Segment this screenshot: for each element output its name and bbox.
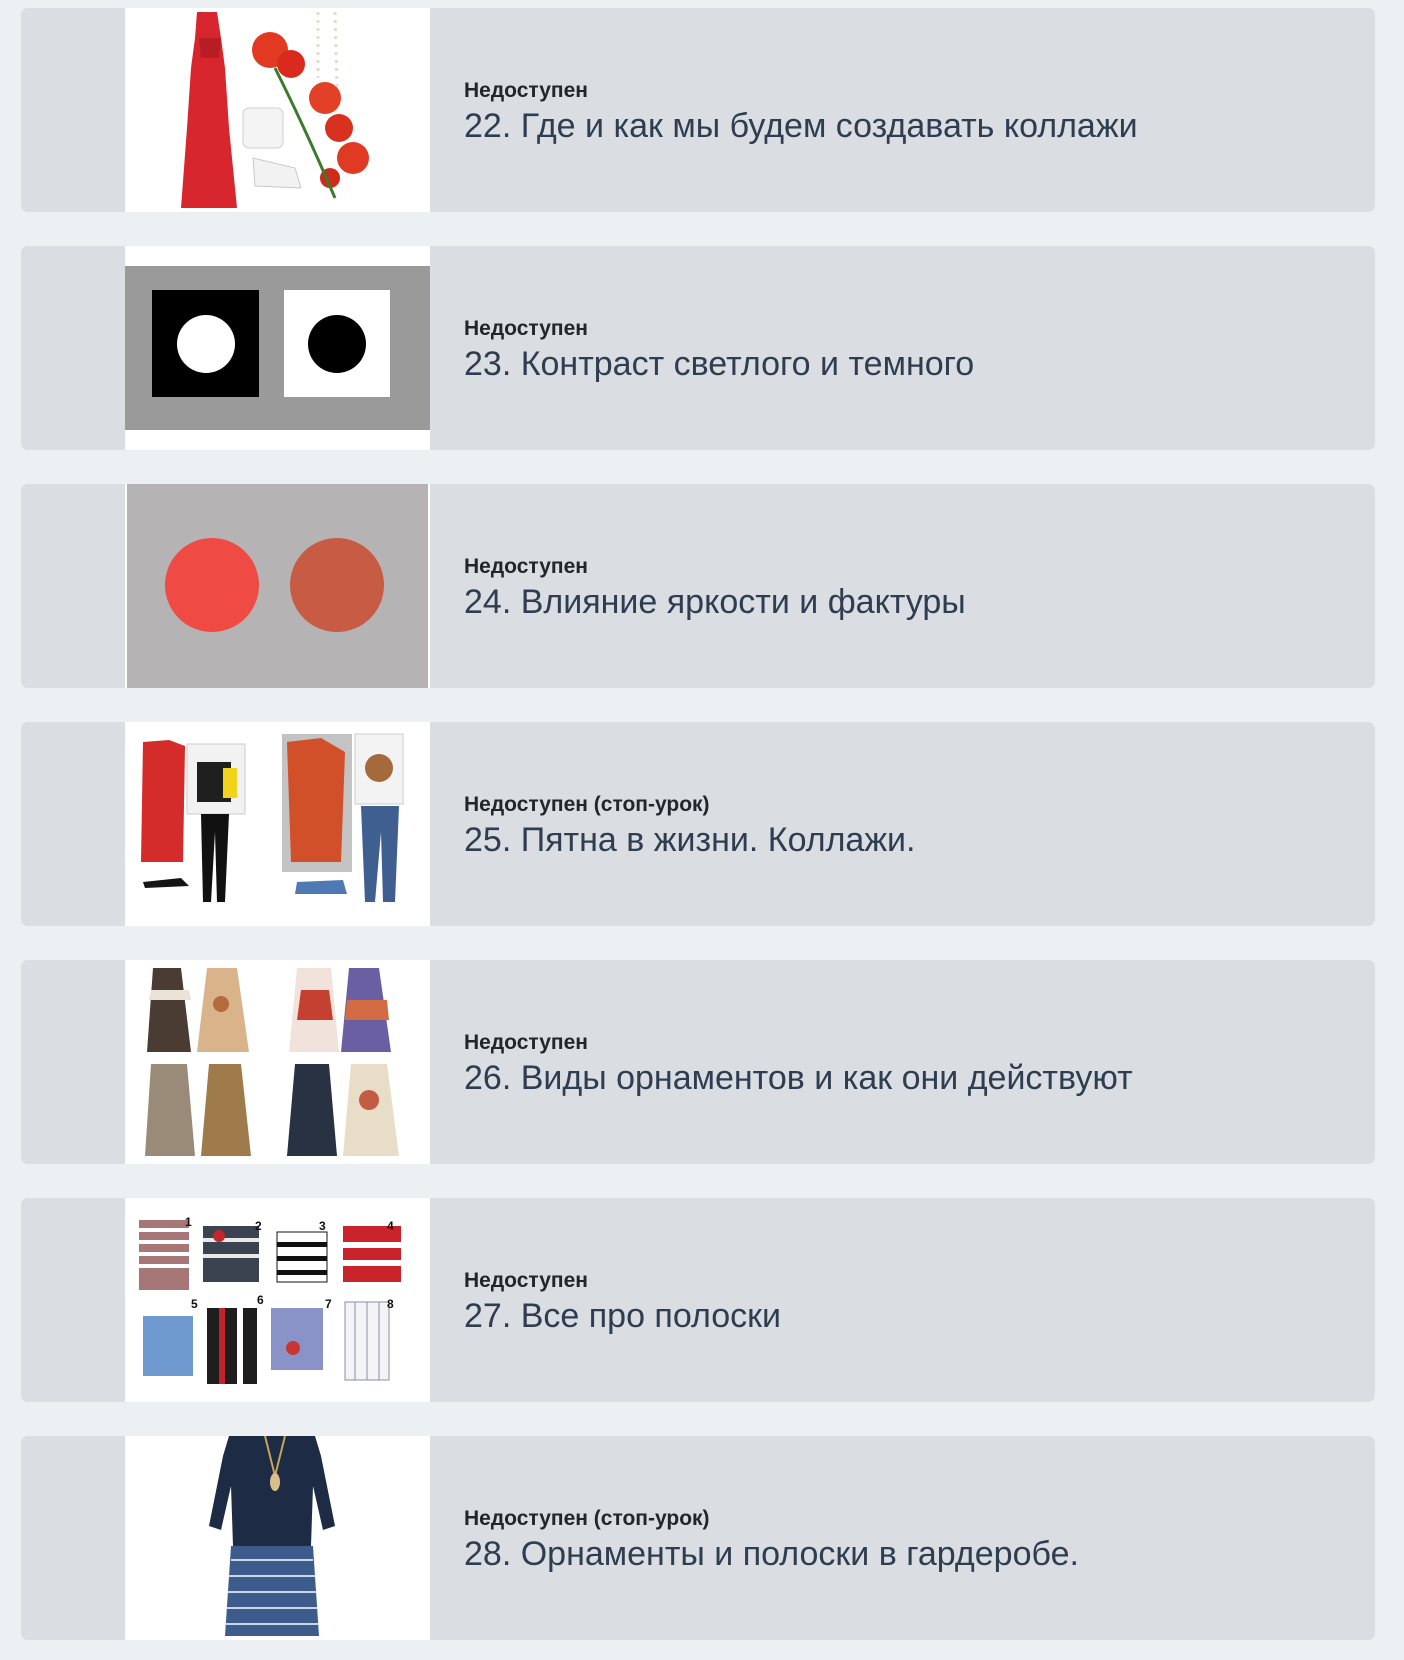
lesson-status: Недоступен (стоп-урок) (464, 1507, 710, 1530)
thumb-number: 3 (319, 1219, 326, 1233)
lesson-item-23[interactable] (21, 246, 1375, 450)
lesson-title[interactable]: 24. Влияние яркости и фактуры (464, 583, 966, 621)
lesson-status: Недоступен (стоп-урок) (464, 793, 710, 816)
thumb-number: 1 (185, 1215, 192, 1229)
lesson-meta (464, 8, 1355, 212)
thumb-number: 5 (191, 1297, 198, 1311)
lesson-item-27[interactable] (21, 1198, 1375, 1402)
outfit-collage-image (125, 722, 430, 926)
thumb-number: 8 (387, 1297, 394, 1311)
lesson-title[interactable]: 22. Где и как мы будем создавать коллажи (464, 107, 1138, 145)
brightness-circles-image (125, 484, 430, 688)
thumb-number: 6 (257, 1293, 264, 1307)
lesson-thumbnail[interactable] (125, 1198, 430, 1402)
red-dress-collage-image (125, 8, 430, 212)
lesson-thumbnail[interactable] (125, 722, 430, 926)
contrast-squares-image (125, 246, 430, 450)
striped-tops-image (125, 1198, 430, 1402)
lesson-item-24[interactable] (21, 484, 1375, 688)
lesson-item-25[interactable] (21, 722, 1375, 926)
lesson-meta (464, 1436, 1355, 1640)
lesson-title[interactable]: 26. Виды орнаментов и как они действуют (464, 1059, 1133, 1097)
lesson-status: Недоступен (464, 1031, 588, 1054)
lesson-meta (464, 246, 1355, 450)
lesson-thumbnail[interactable] (125, 8, 430, 212)
lesson-status: Недоступен (464, 317, 588, 340)
lesson-status: Недоступен (464, 79, 588, 102)
lesson-item-28[interactable] (21, 1436, 1375, 1640)
lesson-title[interactable]: 27. Все про полоски (464, 1297, 781, 1335)
lesson-meta (464, 960, 1355, 1164)
patterned-skirts-image (125, 960, 430, 1164)
lesson-status: Недоступен (464, 555, 588, 578)
lesson-title[interactable]: 28. Орнаменты и полоски в гардеробе. (464, 1535, 1079, 1573)
lesson-meta (464, 1198, 1355, 1402)
lesson-meta (464, 722, 1355, 926)
lesson-thumbnail[interactable] (125, 246, 430, 450)
lesson-item-22[interactable] (21, 8, 1375, 212)
lesson-item-26[interactable] (21, 960, 1375, 1164)
lesson-title[interactable]: 23. Контраст светлого и темного (464, 345, 975, 383)
lesson-meta (464, 484, 1355, 688)
lesson-thumbnail[interactable] (125, 960, 430, 1164)
lesson-title[interactable]: 25. Пятна в жизни. Коллажи. (464, 821, 916, 859)
navy-outfit-image (125, 1436, 430, 1640)
thumb-number: 2 (255, 1219, 262, 1233)
lesson-status: Недоступен (464, 1269, 588, 1292)
thumb-number: 7 (325, 1297, 332, 1311)
lesson-thumbnail[interactable] (125, 1436, 430, 1640)
lesson-thumbnail[interactable] (125, 484, 430, 688)
thumb-number: 4 (387, 1219, 394, 1233)
